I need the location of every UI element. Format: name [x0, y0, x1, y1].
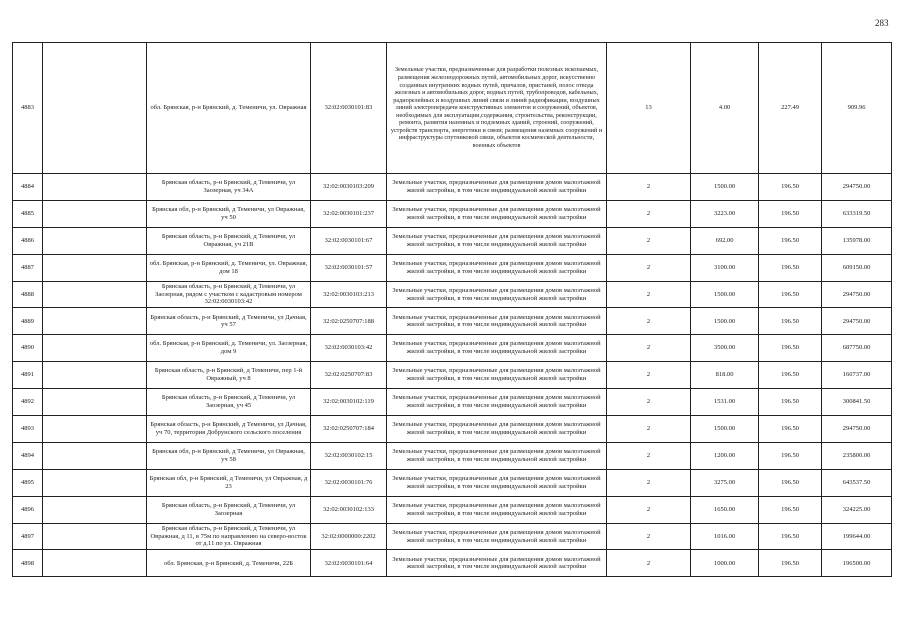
- row-number-cell: 4883: [13, 43, 43, 174]
- cadastral-number-cell: 32:02:0030101:76: [311, 469, 387, 496]
- use-code-cell: 2: [607, 469, 691, 496]
- row-number-cell: 4887: [13, 254, 43, 281]
- empty-cell: [43, 550, 147, 577]
- address-cell: обл. Брянская, р-н Брянский, д. Теменичи, ул. Овражная, дом 18: [147, 254, 311, 281]
- rate-cell: 196.50: [759, 281, 822, 308]
- table-row: [13, 281, 892, 308]
- table-row: [13, 496, 892, 523]
- empty-cell: [43, 43, 147, 174]
- permitted-use-cell: Земельные участки, предназначенные для размещения домов малоэтажной жилой застройки, в том числе индивидуальной жилой застройки: [387, 362, 607, 389]
- empty-cell: [43, 308, 147, 335]
- permitted-use-cell: Земельные участки, предназначенные для размещения домов малоэтажной жилой застройки, в том числе индивидуальной жилой застройки: [387, 416, 607, 443]
- permitted-use-cell: Земельные участки, предназначенные для размещения домов малоэтажной жилой застройки, в том числе индивидуальной жилой застройки: [387, 200, 607, 227]
- rate-cell: 196.50: [759, 227, 822, 254]
- cadastral-number-cell: 32:02:0000000:2202: [311, 523, 387, 550]
- table-body: [13, 43, 892, 577]
- cadastral-value-cell: 160737.00: [822, 362, 892, 389]
- area-cell: 3223.00: [691, 200, 759, 227]
- row-number-cell: 4886: [13, 227, 43, 254]
- empty-cell: [43, 281, 147, 308]
- area-cell: 818.00: [691, 362, 759, 389]
- cadastral-number-cell: 32:02:0250707:83: [311, 362, 387, 389]
- cadastral-value-cell: 294750.00: [822, 281, 892, 308]
- address-cell: Брянская область, р-н Брянский, д Теменичи, ул Овражная, уч 21В: [147, 227, 311, 254]
- row-number-cell: 4898: [13, 550, 43, 577]
- cadastral-value-cell: 235800.00: [822, 442, 892, 469]
- empty-cell: [43, 227, 147, 254]
- table-row: [13, 442, 892, 469]
- empty-cell: [43, 254, 147, 281]
- rate-cell: 196.50: [759, 550, 822, 577]
- cadastral-number-cell: 32:02:0030101:83: [311, 43, 387, 174]
- empty-cell: [43, 523, 147, 550]
- use-code-cell: 2: [607, 442, 691, 469]
- empty-cell: [43, 174, 147, 201]
- address-cell: Брянская область, р-н Брянский, д Теменичи, ул Дачная, уч 70, территория Добрунского сельского поселения: [147, 416, 311, 443]
- table-row: [13, 200, 892, 227]
- table-row: [13, 523, 892, 550]
- row-number-cell: 4884: [13, 174, 43, 201]
- table-row: [13, 254, 892, 281]
- table-row: [13, 362, 892, 389]
- permitted-use-cell: Земельные участки, предназначенные для разработки полезных ископаемых, размещения железнодорожных путей, автомобильных дорог, искусственно созданных внутренних водных путей, причалов, пристаней, полос отвода железных и автомобильных дорог, водных путей, трубопроводов, кабельных, радиорелейных и воздушных линий связи и линий радиофикации, воздушных линий электропередачи конструктивных элементов и сооружений, объектов, необходимых для эксплуатации,содержания, строительства, реконструкции, ремонта, развития наземных и подземных зданий, строений, сооружений, устройств транспорта, энергетики и связи; размещения наземных сооружений и инфраструктуры спутниковой связи, объектов космической деятельности, военных объектов: [387, 43, 607, 174]
- area-cell: 1500.00: [691, 174, 759, 201]
- table-row: [13, 335, 892, 362]
- address-cell: обл. Брянская, р-н Брянский, д. Теменичи, ул. Заозерная, дом 9: [147, 335, 311, 362]
- area-cell: 1200.00: [691, 442, 759, 469]
- use-code-cell: 2: [607, 416, 691, 443]
- area-cell: 1016.00: [691, 523, 759, 550]
- row-number-cell: 4890: [13, 335, 43, 362]
- rate-cell: 196.50: [759, 496, 822, 523]
- address-cell: Брянская обл, р-н Брянский, д Теменичи, ул Овражная, д 23: [147, 469, 311, 496]
- cadastral-number-cell: 32:02:0250707:184: [311, 416, 387, 443]
- use-code-cell: 2: [607, 281, 691, 308]
- cadastral-number-cell: 32:02:0030102:15: [311, 442, 387, 469]
- permitted-use-cell: Земельные участки, предназначенные для размещения домов малоэтажной жилой застройки, в том числе индивидуальной жилой застройки: [387, 523, 607, 550]
- rate-cell: 196.50: [759, 389, 822, 416]
- permitted-use-cell: Земельные участки, предназначенные для размещения домов малоэтажной жилой застройки, в том числе индивидуальной жилой застройки: [387, 389, 607, 416]
- permitted-use-cell: Земельные участки, предназначенные для размещения домов малоэтажной жилой застройки, в том числе индивидуальной жилой застройки: [387, 496, 607, 523]
- rate-cell: 196.50: [759, 308, 822, 335]
- address-cell: Брянская область, р-н Брянский, д Теменичи, пер 1-й Овражный, уч 8: [147, 362, 311, 389]
- area-cell: 3100.00: [691, 254, 759, 281]
- cadastral-number-cell: 32:02:0250707:188: [311, 308, 387, 335]
- area-cell: 1500.00: [691, 308, 759, 335]
- cadastral-number-cell: 32:02:0030102:133: [311, 496, 387, 523]
- row-number-cell: 4893: [13, 416, 43, 443]
- area-cell: 1500.00: [691, 281, 759, 308]
- area-cell: 1650.00: [691, 496, 759, 523]
- cadastral-value-cell: 300841.50: [822, 389, 892, 416]
- empty-cell: [43, 362, 147, 389]
- permitted-use-cell: Земельные участки, предназначенные для размещения домов малоэтажной жилой застройки, в том числе индивидуальной жилой застройки: [387, 174, 607, 201]
- row-number-cell: 4895: [13, 469, 43, 496]
- empty-cell: [43, 335, 147, 362]
- rate-cell: 196.50: [759, 442, 822, 469]
- cadastral-value-cell: 643537.50: [822, 469, 892, 496]
- table-row: [13, 174, 892, 201]
- permitted-use-cell: Земельные участки, предназначенные для размещения домов малоэтажной жилой застройки, в том числе индивидуальной жилой застройки: [387, 550, 607, 577]
- area-cell: 692.00: [691, 227, 759, 254]
- address-cell: обл. Брянская, р-н Брянский, д. Теменичи, ул. Овражная: [147, 43, 311, 174]
- area-cell: 3275.00: [691, 469, 759, 496]
- rate-cell: 196.50: [759, 362, 822, 389]
- rate-cell: 196.50: [759, 254, 822, 281]
- cadastral-value-cell: 294750.00: [822, 308, 892, 335]
- use-code-cell: 2: [607, 335, 691, 362]
- address-cell: Брянская область, р-н Брянский, д Теменичи, ул Заозерная, уч 45: [147, 389, 311, 416]
- row-number-cell: 4897: [13, 523, 43, 550]
- permitted-use-cell: Земельные участки, предназначенные для размещения домов малоэтажной жилой застройки, в том числе индивидуальной жилой застройки: [387, 254, 607, 281]
- row-number-cell: 4889: [13, 308, 43, 335]
- use-code-cell: 2: [607, 227, 691, 254]
- table-row: [13, 227, 892, 254]
- rate-cell: 196.50: [759, 416, 822, 443]
- address-cell: Брянская обл, р-н Брянский, д Теменичи, ул Овражная, уч 58: [147, 442, 311, 469]
- empty-cell: [43, 442, 147, 469]
- area-cell: 1500.00: [691, 416, 759, 443]
- table-row: [13, 416, 892, 443]
- permitted-use-cell: Земельные участки, предназначенные для размещения домов малоэтажной жилой застройки, в том числе индивидуальной жилой застройки: [387, 281, 607, 308]
- use-code-cell: 2: [607, 254, 691, 281]
- cadastral-value-cell: 909.96: [822, 43, 892, 174]
- use-code-cell: 2: [607, 200, 691, 227]
- permitted-use-cell: Земельные участки, предназначенные для размещения домов малоэтажной жилой застройки, в том числе индивидуальной жилой застройки: [387, 308, 607, 335]
- address-cell: Брянская область, р-н Брянский, д Теменичи, ул Заозерная: [147, 496, 311, 523]
- cadastral-number-cell: 32:02:0030101:57: [311, 254, 387, 281]
- table-row: [13, 389, 892, 416]
- table-row: [13, 43, 892, 174]
- rate-cell: 196.50: [759, 174, 822, 201]
- cadastral-value-cell: 196500.00: [822, 550, 892, 577]
- row-number-cell: 4891: [13, 362, 43, 389]
- use-code-cell: 2: [607, 523, 691, 550]
- rate-cell: 196.50: [759, 335, 822, 362]
- cadastral-value-cell: 294750.00: [822, 416, 892, 443]
- cadastral-value-cell: 199644.00: [822, 523, 892, 550]
- permitted-use-cell: Земельные участки, предназначенные для размещения домов малоэтажной жилой застройки, в том числе индивидуальной жилой застройки: [387, 469, 607, 496]
- empty-cell: [43, 389, 147, 416]
- permitted-use-cell: Земельные участки, предназначенные для размещения домов малоэтажной жилой застройки, в том числе индивидуальной жилой застройки: [387, 227, 607, 254]
- area-cell: 3500.00: [691, 335, 759, 362]
- area-cell: 4.00: [691, 43, 759, 174]
- area-cell: 1531.00: [691, 389, 759, 416]
- empty-cell: [43, 416, 147, 443]
- address-cell: Брянская область, р-н Брянский, д Теменичи, ул Овражная, д 11, в 75м по направлению на северо-восток от д.11 по ул. Овражная: [147, 523, 311, 550]
- empty-cell: [43, 469, 147, 496]
- use-code-cell: 13: [607, 43, 691, 174]
- rate-cell: 227.49: [759, 43, 822, 174]
- cadastral-number-cell: 32:02:0030101:64: [311, 550, 387, 577]
- row-number-cell: 4896: [13, 496, 43, 523]
- permitted-use-cell: Земельные участки, предназначенные для размещения домов малоэтажной жилой застройки, в том числе индивидуальной жилой застройки: [387, 442, 607, 469]
- area-cell: 1000.00: [691, 550, 759, 577]
- cadastral-number-cell: 32:02:0030103:213: [311, 281, 387, 308]
- cadastral-number-cell: 32:02:0030102:119: [311, 389, 387, 416]
- use-code-cell: 2: [607, 389, 691, 416]
- cadastral-value-cell: 324225.00: [822, 496, 892, 523]
- row-number-cell: 4885: [13, 200, 43, 227]
- cadastral-number-cell: 32:02:0030101:237: [311, 200, 387, 227]
- cadastral-value-cell: 135978.00: [822, 227, 892, 254]
- rate-cell: 196.50: [759, 523, 822, 550]
- address-cell: Брянская область, р-н Брянский, д Теменичи, ул Дачная, уч 57: [147, 308, 311, 335]
- row-number-cell: 4888: [13, 281, 43, 308]
- table-row: [13, 308, 892, 335]
- rate-cell: 196.50: [759, 469, 822, 496]
- use-code-cell: 2: [607, 496, 691, 523]
- cadastral-value-cell: 609150.00: [822, 254, 892, 281]
- cadastral-number-cell: 32:02:0030101:67: [311, 227, 387, 254]
- address-cell: Брянская область, р-н Брянский, д Теменичи, ул Заозерная, уч 34А: [147, 174, 311, 201]
- address-cell: обл. Брянская, р-н Брянский, д. Теменичи, 22Б: [147, 550, 311, 577]
- use-code-cell: 2: [607, 308, 691, 335]
- cadastral-value-cell: 633319.50: [822, 200, 892, 227]
- table-row: [13, 550, 892, 577]
- cadastral-number-cell: 32:02:0030103:42: [311, 335, 387, 362]
- permitted-use-cell: Земельные участки, предназначенные для размещения домов малоэтажной жилой застройки, в том числе индивидуальной жилой застройки: [387, 335, 607, 362]
- cadastral-value-cell: 294750.00: [822, 174, 892, 201]
- use-code-cell: 2: [607, 550, 691, 577]
- empty-cell: [43, 200, 147, 227]
- row-number-cell: 4892: [13, 389, 43, 416]
- row-number-cell: 4894: [13, 442, 43, 469]
- address-cell: Брянская обл, р-н Брянский, д Теменичи, ул Овражная, уч 50: [147, 200, 311, 227]
- use-code-cell: 2: [607, 362, 691, 389]
- page-number: 283: [875, 18, 889, 28]
- cadastral-value-cell: 687750.00: [822, 335, 892, 362]
- land-plots-table: [12, 42, 892, 577]
- empty-cell: [43, 496, 147, 523]
- table-row: [13, 469, 892, 496]
- rate-cell: 196.50: [759, 200, 822, 227]
- address-cell: Брянская область, р-н Брянский, д Теменичи, ул Заозерная, рядом с участком с кадастровым номером 32:02:0030103:42: [147, 281, 311, 308]
- cadastral-number-cell: 32:02:0030103:209: [311, 174, 387, 201]
- use-code-cell: 2: [607, 174, 691, 201]
